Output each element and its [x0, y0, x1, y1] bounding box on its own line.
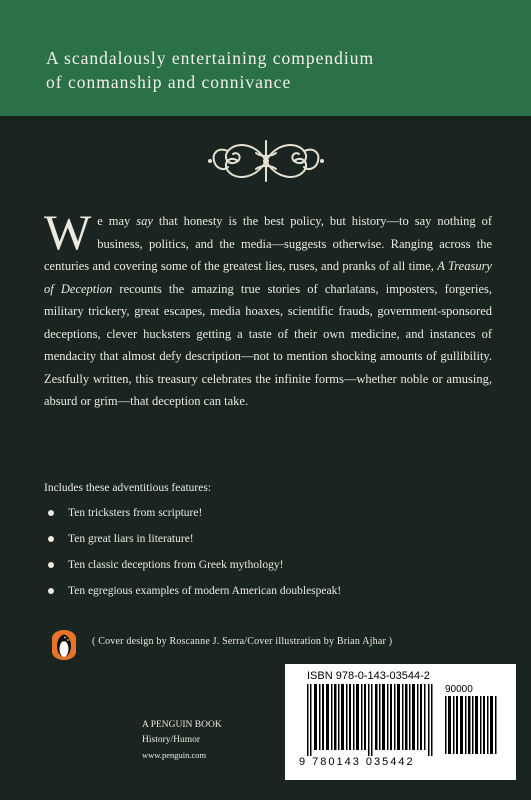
list-item — [48, 526, 341, 552]
description-emphasis: say — [136, 214, 153, 228]
barcode-panel — [285, 664, 516, 780]
book-category: History/Humor — [142, 735, 201, 745]
publisher-imprint: A PENGUIN BOOK — [142, 720, 222, 730]
drop-cap: W — [44, 204, 92, 260]
description-part-3: recounts the amazing true stories of charlatans, imposters, forgeries, military trickery, great escapes, media hoaxes, scientific frauds, government-sponsored deceptions, clever hucksters getting a taste of their own medicine, and instances of mendacity that almost defy description—not to mention shocking amounts of gullibility. Zestfully written, this treasury celebrates the infinite forms—whether noble or amusing, absurd or grim—that deception can take. — [44, 281, 492, 408]
book-title-italic: A Treasury of Deception — [44, 259, 492, 296]
feature-text: Ten tricksters from scripture! — [68, 507, 203, 519]
bullet-icon — [48, 588, 54, 594]
publisher-url: www.penguin.com — [142, 750, 207, 760]
features-list — [48, 500, 341, 604]
book-description — [44, 204, 492, 413]
feature-text: Ten classic deceptions from Greek mythology! — [68, 559, 284, 571]
price-barcode-icon — [445, 696, 497, 754]
tagline — [46, 46, 506, 94]
feature-text: Ten great liars in literature! — [68, 533, 194, 545]
feature-text: Ten egregious examples of modern American doublespeak! — [68, 585, 342, 597]
barcode-number: 9 780143 035442 — [299, 756, 415, 768]
list-item — [48, 578, 341, 604]
publisher-info — [142, 718, 222, 763]
tagline-band — [0, 0, 531, 120]
cover-credits: ( Cover design by Roscanne J. Serra/Cover illustration by Brian Ajhar ) — [92, 636, 393, 647]
price-code: 90000 — [445, 684, 473, 695]
isbn-label: ISBN 978-0-143-03544-2 — [307, 670, 430, 682]
scroll-ornament-icon — [206, 133, 326, 189]
barcode-icon — [307, 684, 435, 756]
bullet-icon — [48, 536, 54, 542]
bullet-icon — [48, 510, 54, 516]
tagline-line-1: A scandalously entertaining compendium — [46, 48, 375, 68]
penguin-logo-icon — [52, 630, 76, 660]
bullet-icon — [48, 562, 54, 568]
description-part-1: e may — [97, 214, 137, 228]
description-part-2: that honesty is the best policy, but history—to say nothing of business, politics, and the media—suggests otherwise. Ranging across the centuries and covering some of the greatest lies, ruses, and pranks of all time, — [44, 214, 492, 273]
list-item — [48, 552, 341, 578]
list-item — [48, 500, 341, 526]
features-heading: Includes these adventitious features: — [44, 482, 212, 494]
tagline-line-2: of conmanship and connivance — [46, 72, 292, 92]
